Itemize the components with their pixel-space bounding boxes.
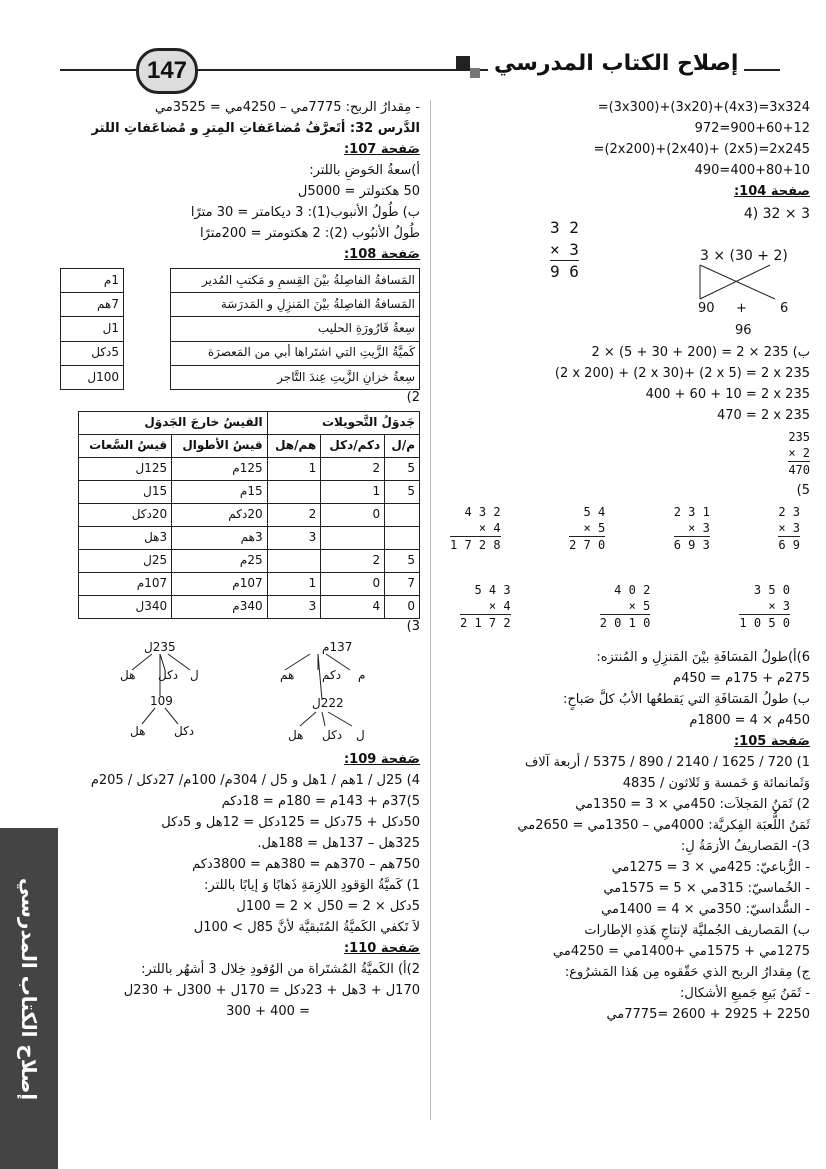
text-line: 50دكل + 75دكل = 125دكل = 12هل و 5دكل — [161, 815, 420, 830]
text-line: 4) 25ل / 1هم / 1هل و 5ل / 304م/ 100م/ 27دكل / 205م — [90, 773, 420, 788]
side-tab-label: إصلاح الكتاب المدرسي — [17, 878, 41, 1101]
mul-operand: 2 3 1 — [673, 505, 710, 519]
mul-operand: 2 3 — [778, 505, 800, 519]
match-value: 7هم — [61, 293, 124, 317]
text-line: 275م + 175م = 450م — [673, 671, 810, 686]
match-value: 5دكل — [61, 341, 124, 365]
multiplication — [600, 582, 651, 644]
matching-exercise — [60, 268, 420, 390]
mult-row-2 — [440, 558, 810, 644]
table-cell: 5 — [385, 481, 420, 504]
text-line: ب) طولُ المَسَافَةِ التي يَقطعُها الأبُ كلَّ صَباحٍ: — [563, 692, 810, 707]
table-cell: 5 — [385, 458, 420, 481]
section-heading: صَفحة 107: — [343, 142, 420, 157]
match-item: سِعةُ خزانِ الزَّيتِ عِندَ التَّاجر — [171, 365, 420, 389]
text-line: 1275مي + 1575مي +1400مي = 4250مي — [553, 944, 810, 959]
tree-node: 235ل — [144, 640, 176, 654]
mul-operand: 5 4 — [583, 505, 606, 519]
table-cell: 20دكم — [172, 504, 267, 527]
text-line: 2) — [406, 390, 420, 405]
table-cell: 5 — [385, 550, 420, 573]
text-line: 5) — [796, 483, 810, 498]
tree-node: دكل — [174, 724, 195, 738]
mul-result: 6 9 — [778, 538, 800, 553]
text-line: (2 x 200) + (2 x 30)+ (2 x 5) = 2 x 235 — [554, 366, 810, 381]
mul-result: 2 1 7 2 — [460, 616, 511, 631]
lesson-title: الدَّرس 32: أتَعرَّفُ مُضاعَفاتِ المِترِ و مُضاعَفاتِ اللتر — [91, 121, 420, 136]
text-line: 1) 720 / 1625 / 2140 / 890 / 5375 / أربعة آلاف — [524, 755, 810, 770]
section-heading: صَفحة 105: — [733, 734, 810, 749]
match-item: سِعةُ قَارُورَةِ الحليب — [171, 317, 420, 341]
mul-result: 470 — [788, 463, 810, 478]
table-cell: 15م — [172, 481, 267, 504]
text-line: 470 = 2 x 235 — [716, 408, 810, 423]
section-heading: صَفحة 108: — [343, 247, 420, 262]
text-line: = 400 + 300 — [226, 1004, 310, 1019]
table-cell: 0 — [321, 573, 385, 596]
match-value: 100ل — [61, 365, 124, 389]
text-line: 325هل – 137هل = 188هل. — [257, 836, 420, 851]
text-line: - السُّداسيّ: 350مي × 4 = 1400مي — [601, 902, 810, 917]
table-cell: 1 — [267, 573, 321, 596]
table-cell: 2 — [267, 504, 321, 527]
text-line: =(3x300)+(3x20)+(4x3)=3x324 — [597, 100, 810, 115]
mul-operand: × 3 — [688, 521, 710, 536]
table-cell: 3هل — [79, 527, 172, 550]
q4-diagram — [440, 205, 810, 345]
table-cell: 0 — [321, 504, 385, 527]
header-title: إصلاح الكتاب المدرسي — [488, 50, 744, 79]
tree-node: ل — [190, 668, 199, 682]
text-line: =(2x200)+(2x40)+ (2x5)=2x245 — [593, 142, 810, 157]
multiplication — [460, 582, 511, 644]
text-line: ب) 235 × 2 = (200 + 30 + 5) × 2 — [591, 345, 810, 360]
table-cell: 2 — [321, 550, 385, 573]
mult-row-1 — [440, 504, 810, 558]
column-header: هم/هل — [267, 435, 321, 458]
table-row — [79, 573, 420, 596]
text-line: 1) كَميَّةُ الوَقودِ اللازِمَةِ ذَهابًا وَ إيابًا باللتر: — [204, 878, 420, 893]
match-item: كَميَّةُ الزَّيتِ التي اشتَراها أبي من المَعصرَة — [171, 341, 420, 365]
text-line: 972=900+60+12 — [694, 121, 810, 136]
text-line: 3)- المَصاريفُ الأزمَةُ لِ: — [680, 839, 810, 854]
table-cell: 107م — [79, 573, 172, 596]
tree-node: دكل — [322, 728, 343, 742]
match-value: 1م — [61, 269, 124, 293]
multiplication — [778, 504, 800, 558]
text-line: 50 هكتولتر = 5000ل — [297, 184, 420, 199]
matching-right-table — [170, 268, 420, 390]
mul-operand: 235 — [788, 430, 810, 444]
table-header: القيسُ خارجَ الجَدوَل — [79, 412, 268, 435]
multiplication — [569, 504, 605, 558]
column-header: م/ل — [385, 435, 420, 458]
table-row — [79, 504, 420, 527]
text-line: 490=400+80+10 — [694, 163, 810, 178]
section-heading: صَفحة 110: — [343, 941, 420, 956]
text-line: 750هم – 370هم = 380هم = 3800دكم — [192, 857, 420, 872]
header-square-icon — [470, 68, 480, 78]
column-divider — [430, 100, 431, 1120]
table-cell: 125م — [172, 458, 267, 481]
mul-result: 6 9 3 — [673, 538, 710, 553]
table-cell: 340ل — [79, 596, 172, 619]
table-row — [79, 481, 420, 504]
mul-operand: × 2 — [788, 446, 810, 461]
table-header: جَدوَلُ التَّحويلات — [267, 412, 419, 435]
left-column — [60, 100, 420, 1025]
table-cell: 25ل — [79, 550, 172, 573]
table-cell: 1 — [321, 481, 385, 504]
text-line: 2)أ) الكَميَّةُ المُشتَراة من الوُقودِ خِلال 3 أشهُر باللتر: — [141, 962, 420, 977]
table-cell: 3هم — [172, 527, 267, 550]
mul-operand: 4 3 2 — [464, 505, 501, 519]
page-number: 147 — [136, 48, 198, 94]
tree-node: 222ل — [312, 696, 344, 710]
tree-node: م — [358, 668, 366, 682]
text-line: ب) طُولُ الأنبوب(1): 3 ديكامتر = 30 مترًا — [190, 205, 420, 220]
table-cell: 0 — [385, 596, 420, 619]
mul-operand: 4 0 2 — [614, 583, 651, 597]
text-line: 90 — [698, 301, 715, 316]
table-row — [79, 458, 420, 481]
mul-operand: 3 5 0 — [753, 583, 790, 597]
mul-result: 9 6 — [550, 262, 579, 282]
match-item: المَسافةُ الفاصِلةُ بيْنَ المَنزِلِ و المَدرَسَة — [171, 293, 420, 317]
text-line: 400 + 60 + 10 = 2 x 235 — [645, 387, 810, 402]
mul-result: 2 7 0 — [569, 538, 606, 553]
table-row — [79, 527, 420, 550]
multiplication-wrap — [440, 429, 810, 483]
table-cell: 15ل — [79, 481, 172, 504]
text-line: ب) المَصاريف الجُمليَّة لإنتاجِ هَذهِ الإطارات — [584, 923, 810, 938]
table-cell: 1 — [267, 458, 321, 481]
column-header: قيسُ الأطوال — [172, 435, 267, 458]
section-heading: صَفحة 109: — [343, 752, 420, 767]
text-line: 5)37م + 143م = 180م = 18دكم — [221, 794, 420, 809]
table-cell: 25م — [172, 550, 267, 573]
multiplication — [739, 582, 790, 644]
tree-node: هم — [280, 668, 295, 682]
text-line: ج) مِقدارُ الربح الذي حَقّقوه مِن هَذا المَشرُوع: — [564, 965, 810, 980]
text-line: - ثَمَنُ بَيعِ جَميعِ الأشكال: — [680, 986, 810, 1001]
header-square-icon — [456, 56, 470, 70]
mul-operand: × 5 — [628, 599, 651, 614]
column-header: قيسُ السَّعات — [79, 435, 172, 458]
cross-lines — [680, 263, 790, 303]
matching-left-table — [60, 268, 124, 390]
decomposition-trees — [60, 640, 420, 752]
text-line: 6)أ)طولُ المَسَافَةِ بيْنَ المَنزِلِ و المُنتزه: — [596, 650, 810, 665]
text-line: - مِقدارُ الربح: 7775مي – 4250مي = 3525مي — [154, 100, 420, 115]
mul-operand: × 3 — [768, 599, 790, 614]
table-cell: 4 — [321, 596, 385, 619]
mul-result: 1 7 2 8 — [450, 538, 501, 553]
page-header — [0, 38, 826, 96]
table-row — [79, 596, 420, 619]
text-line: 4) 32 × 3 — [743, 206, 810, 222]
table-cell — [267, 550, 321, 573]
tree-node: دكل — [158, 668, 179, 682]
side-tab — [0, 828, 58, 1169]
table-cell: 340م — [172, 596, 267, 619]
text-line: ثَمَنُ اللُّعبَة الفِكريَّة: 4000مي – 1350مي = 2650مي — [517, 818, 810, 833]
table-cell — [385, 504, 420, 527]
table-cell: 107م — [172, 573, 267, 596]
text-line: لاَ تَكفي الكَميَّةُ المُتَبقيَّة لأنَّ 85ل > 100ل — [193, 920, 420, 935]
tree-node: 109 — [150, 694, 173, 708]
match-value: 1ل — [61, 317, 124, 341]
text-line: 450م × 4 = 1800م — [689, 713, 810, 728]
text-line: 2250 + 2925 + 2600 =7775مي — [606, 1007, 810, 1022]
conversion-table — [78, 411, 420, 619]
text-line: - الخُماسيّ: 315مي × 5 = 1575مي — [603, 881, 810, 896]
mul-operand: × 4 — [478, 521, 501, 536]
text-line: 6 — [780, 301, 789, 316]
mul-result: 2 0 1 0 — [599, 616, 651, 631]
tree-node: 137م — [322, 640, 353, 654]
multiplication — [674, 504, 710, 558]
text-line: + — [736, 301, 747, 316]
mul-operand: × 3 — [550, 239, 579, 259]
tree-node: هل — [130, 724, 146, 738]
table-cell — [385, 527, 420, 550]
multiplication — [788, 429, 810, 479]
tree-node: هل — [288, 728, 304, 742]
multiplication — [450, 504, 501, 558]
mul-operand: 5 4 3 — [474, 583, 511, 597]
column-header: دكم/دكل — [321, 435, 385, 458]
tree-node: دكم — [322, 668, 342, 682]
mul-operand: × 5 — [583, 521, 606, 536]
table-cell — [321, 527, 385, 550]
text-line: 96 — [735, 323, 752, 338]
text-line: 5دكل × 2 = 50ل × 2 = 100ل — [236, 899, 420, 914]
mul-operand: × 3 — [778, 521, 800, 536]
text-line: طُولُ الأنبُوب (2): 2 هكتومتر = 200مترًا — [199, 226, 420, 241]
table-row — [79, 550, 420, 573]
mul-result: 1 0 5 0 — [739, 616, 790, 631]
table-cell: 125ل — [79, 458, 172, 481]
multiplication — [550, 217, 579, 283]
tree-lines — [60, 640, 420, 752]
text-line: 3) — [406, 619, 420, 634]
table-cell — [267, 481, 321, 504]
mul-operand: 3 2 — [550, 218, 579, 237]
right-column — [440, 100, 810, 1028]
text-line: 3 × (30 + 2) — [700, 248, 788, 264]
table-cell: 3 — [267, 527, 321, 550]
match-item: المَسافةُ الفاصِلةُ بيْنَ القِسمِ و مَكتبِ المُدير — [171, 269, 420, 293]
table-cell: 3 — [267, 596, 321, 619]
tree-node: هل — [120, 668, 136, 682]
table-cell: 7 — [385, 573, 420, 596]
text-line: 170ل + 3هل + 23دكل = 170ل + 300ل + 230ل — [123, 983, 420, 998]
text-line: 2) ثَمَنُ المَجلاَت: 450مي × 3 = 1350مي — [575, 797, 810, 812]
section-heading: صفحة 104: — [733, 184, 810, 199]
text-line: أ)سعةُ الحَوضِ باللتر: — [309, 163, 420, 178]
text-line: - الرُّباعيّ: 425مي × 3 = 1275مي — [611, 860, 810, 875]
mul-operand: × 4 — [488, 599, 511, 614]
table-cell: 20دكل — [79, 504, 172, 527]
tree-node: ل — [356, 728, 365, 742]
table-cell: 2 — [321, 458, 385, 481]
text-line: وَثَمانمائة وَ خَمسة وَ ثَلاثون / 4835 — [622, 776, 810, 791]
